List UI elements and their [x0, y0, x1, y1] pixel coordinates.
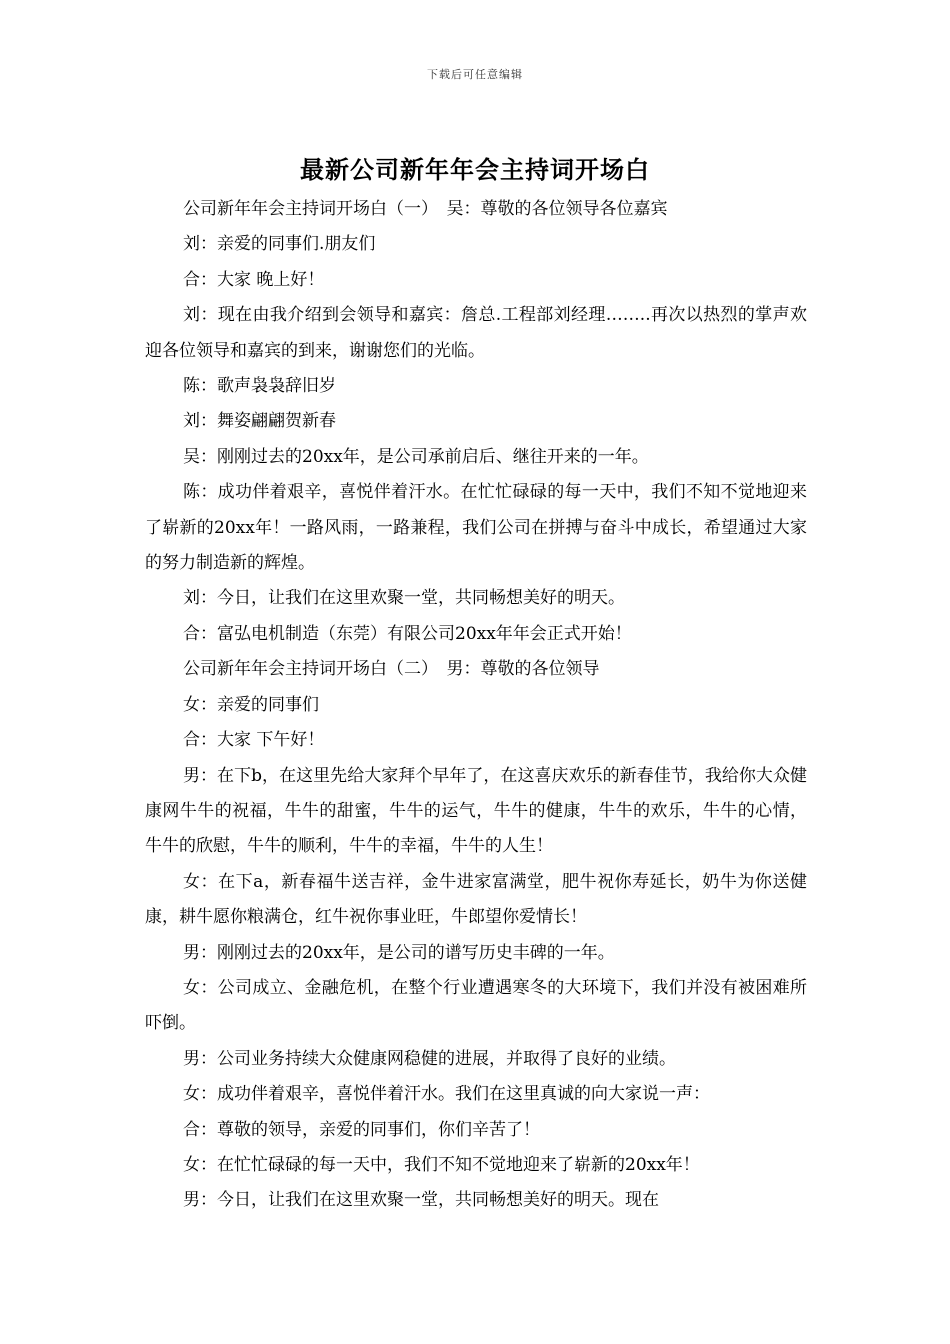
paragraph: 女：成功伴着艰辛，喜悦伴着汗水。我们在这里真诚的向大家说一声： — [183, 1084, 710, 1105]
paragraph: 合：大家 下午好！ — [183, 730, 325, 751]
paragraph: 公司新年年会主持词开场白（二） 男：尊敬的各位领导 — [183, 659, 600, 680]
paragraph: 合：富弘电机制造（东莞）有限公司20xx年年会正式开始！ — [183, 623, 632, 644]
paragraph: 女：亲爱的同事们 — [183, 694, 319, 715]
paragraph: 陈：成功伴着艰辛，喜悦伴着汗水。在忙忙碌碌的每一天中，我们不知不觉地迎来了崭新的20xx年！一路风雨，一路兼程，我们公司在拼搏与奋斗中成长，希望通过大家的努力制造新的辉煌。 — [145, 482, 807, 574]
paragraph: 刘：现在由我介绍到会领导和嘉宾：詹总.工程部刘经理……..再次以热烈的掌声欢迎各位领导和嘉宾的到来，谢谢您们的光临。 — [145, 305, 807, 361]
paragraph: 合：尊敬的领导，亲爱的同事们，你们辛苦了！ — [183, 1119, 540, 1140]
paragraph: 刘：今日，让我们在这里欢聚一堂，共同畅想美好的明天。 — [183, 588, 625, 609]
paragraph: 女：公司成立、金融危机，在整个行业遭遇寒冬的大环境下，我们并没有被困难所吓倒。 — [145, 977, 807, 1034]
paragraph: 公司新年年会主持词开场白（一） 吴：尊敬的各位领导各位嘉宾 — [183, 199, 668, 219]
paragraph: 陈：歌声袅袅辞旧岁 — [183, 376, 336, 397]
paragraph: 刘：舞姿翩翩贺新春 — [183, 411, 336, 432]
paragraph: 女：在下a，新春福牛送吉祥，金牛进家富满堂，肥牛祝你寿延长，奶牛为你送健康，耕牛愿你粮满仓，红牛祝你事业旺，牛郎望你爱情长！ — [145, 871, 807, 928]
document-body — [145, 192, 807, 1219]
paragraph: 男：在下b，在这里先给大家拜个早年了，在这喜庆欢乐的新春佳节，我给你大众健康网牛牛的祝福，牛牛的甜蜜，牛牛的运气，牛牛的健康，牛牛的欢乐，牛牛的心情，牛牛的欣慰，牛牛的顺利，牛牛的幸福，牛牛的人生！ — [145, 765, 807, 857]
paragraph: 刘：亲爱的同事们.朋友们 — [183, 234, 376, 255]
paragraph: 男：今日，让我们在这里欢聚一堂，共同畅想美好的明天。现在 — [183, 1190, 659, 1211]
download-note: 下载后可任意编辑 — [427, 68, 523, 81]
paragraph: 女：在忙忙碌碌的每一天中，我们不知不觉地迎来了崭新的20xx年！ — [183, 1154, 700, 1175]
paragraph: 男：公司业务持续大众健康网稳健的进展，并取得了良好的业绩。 — [183, 1048, 676, 1069]
paragraph: 男：刚刚过去的20xx年，是公司的谱写历史丰碑的一年。 — [183, 942, 615, 963]
paragraph: 吴：刚刚过去的20xx年，是公司承前启后、继往开来的一年。 — [183, 446, 649, 467]
document-title: 最新公司新年年会主持词开场白 — [300, 155, 650, 184]
paragraph: 合：大家 晚上好！ — [183, 269, 325, 290]
